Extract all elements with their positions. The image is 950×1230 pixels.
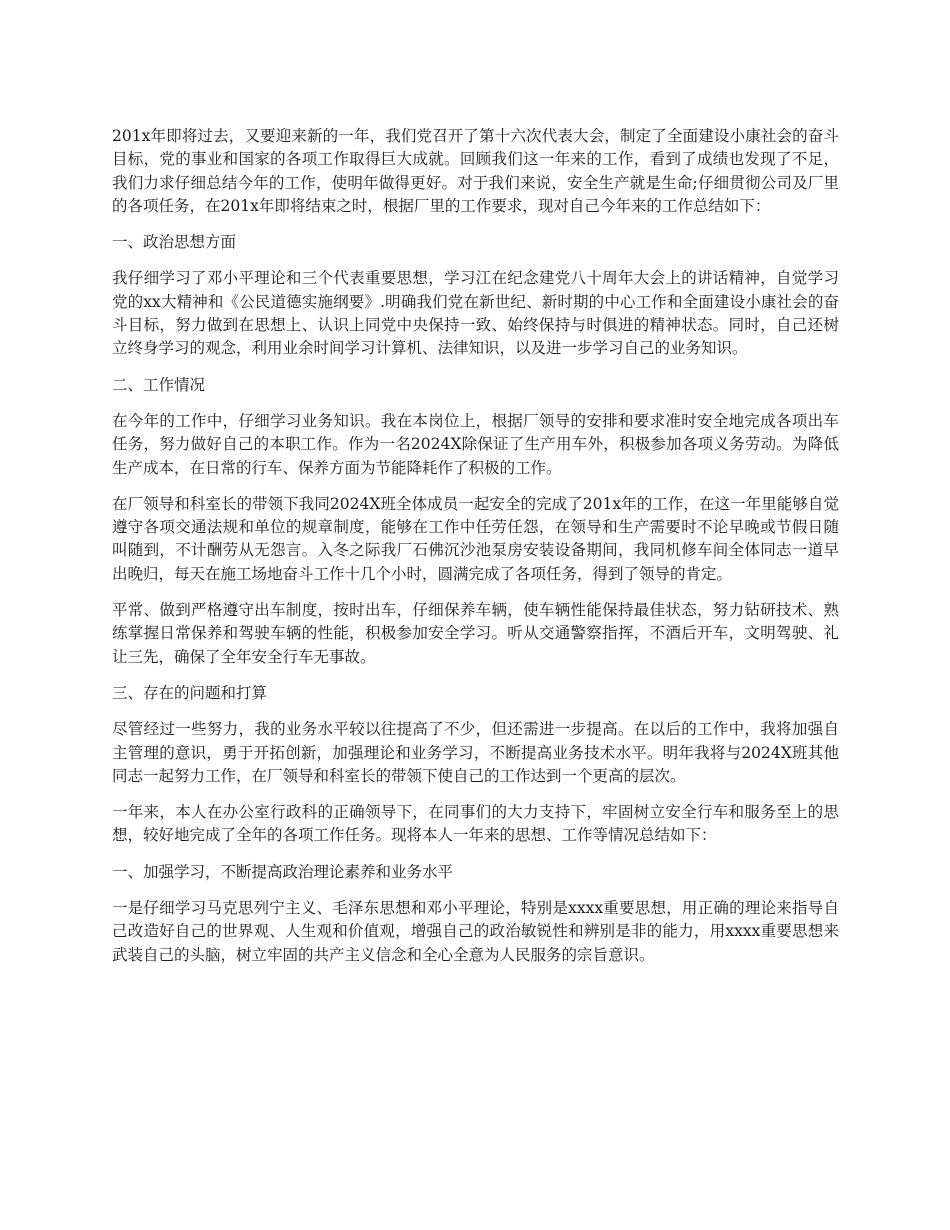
study-paragraph: 一是仔细学习马克思列宁主义、毛泽东思想和邓小平理论，特别是xxxx重要思想，用正确的理论来指导自己改造好自己的世界观、人生观和价值观，增强自己的政治敏锐性和辨别是非的能力，用xxxx重要思想来武装自己的头脑，树立牢固的共产主义信念和全心全意为人民服务的宗旨意识。 [112, 899, 839, 964]
work-paragraph-3: 平常、做到严格遵守出车制度，按时出车，仔细保养车辆，使车辆性能保持最佳状态，努力钻研技术、熟练掌握日常保养和驾驶车辆的性能，积极参加安全学习。听从交通警察指挥，不酒后开车，文明驾驶、礼让三先，确保了全年安全行车无事故。 [112, 601, 839, 666]
section-heading-work: 二、工作情况 [112, 375, 206, 394]
summary-intro-paragraph: 一年来，本人在办公室行政科的正确领导下，在同事们的大力支持下，牢固树立安全行车和服务至上的思想，较好地完成了全年的各项工作任务。现将本人一年来的思想、工作等情况总结如下： [112, 803, 839, 845]
problems-paragraph: 尽管经过一些努力，我的业务水平较以往提高了不少，但还需进一步提高。在以后的工作中，我将加强自主管理的意识，勇于开拓创新，加强理论和业务学习，不断提高业务技术水平。明年我将与2024X班其他同志一起努力工作，在厂领导和科室长的带领下使自己的工作达到一个更高的层次。 [112, 720, 839, 785]
section-heading-problems: 三、存在的问题和打算 [112, 683, 268, 702]
intro-paragraph: 201x年即将过去，又要迎来新的一年，我们党召开了第十六次代表大会，制定了全面建设小康社会的奋斗目标，党的事业和国家的各项工作取得巨大成就。回顾我们这一年来的工作，看到了成绩也发现了不足，我们力求仔细总结今年的工作，使明年做得更好。对于我们来说，安全生产就是生命;仔细贯彻公司及厂里的各项任务，在201x年即将结束之时，根据厂里的工作要求，现对自己今年来的工作总结如下： [112, 127, 839, 215]
political-paragraph: 我仔细学习了邓小平理论和三个代表重要思想，学习江在纪念建党八十周年大会上的讲话精神，自觉学习党的xx大精神和《公民道德实施纲要》.明确我们党在新世纪、新时期的中心工作和全面建设小康社会的奋斗目标，努力做到在思想上、认识上同党中央保持一致、始终保持与时俱进的精神状态。同时，自己还树立终身学习的观念，利用业余时间学习计算机、法律知识，以及进一步学习自己的业务知识。 [112, 269, 839, 358]
section-heading-study: 一、加强学习，不断提高政治理论素养和业务水平 [112, 862, 454, 881]
work-paragraph-2: 在厂领导和科室长的带领下我同2024X班全体成员一起安全的完成了201x年的工作，在这一年里能够自觉遵守各项交通法规和单位的规章制度，能够在工作中任劳任怨，在领导和生产需要时不论早晚或节假日随叫随到，不计酬劳从无怨言。入冬之际我厂石佛沉沙池泵房安装设备期间，我同机修车间全体同志一道早出晚归，每天在施工场地奋斗工作十几个小时，圆满完成了各项任务，得到了领导的肯定。 [112, 494, 839, 583]
document-body [112, 125, 839, 980]
section-heading-political: 一、政治思想方面 [112, 233, 237, 252]
work-paragraph-1: 在今年的工作中，仔细学习业务知识。我在本岗位上，根据厂领导的安排和要求准时安全地完成各项出车任务，努力做好自己的本职工作。作为一名2024X除保证了生产用车外，积极参加各项义务劳动。为降低生产成本，在日常的行车、保养方面为节能降耗作了积极的工作。 [112, 411, 839, 477]
